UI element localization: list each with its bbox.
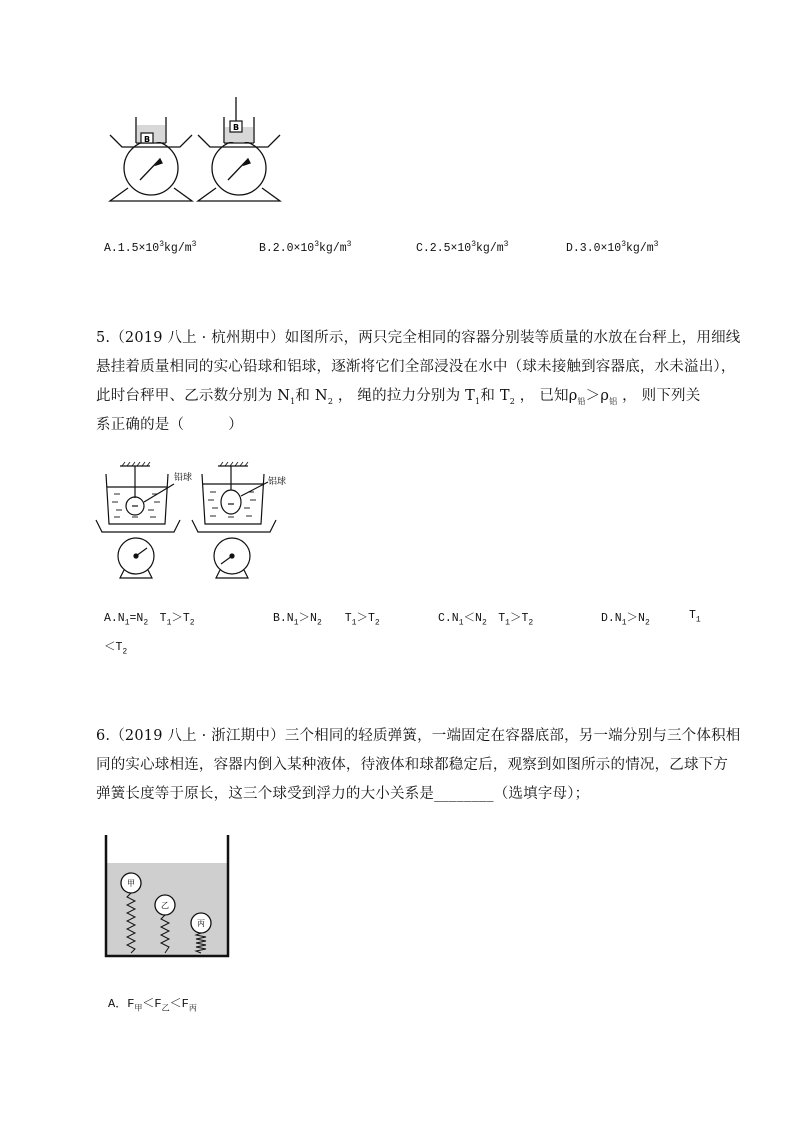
q6-ball-1-label: 甲 [127,879,135,888]
q4-block-label-right: B [232,123,240,132]
q5-option-b: $B.N_1>N_2$ $T_1>T_2$ [273,612,380,628]
q4-scale-right [198,97,280,201]
q5-scale-right [192,462,276,578]
q5-figure [92,460,292,585]
q6-line-3: 弹簧长度等于原长，这三个球受到浮力的大小关系是________（选填字母）； [96,786,590,802]
q6-line-1: 6.（2019 八上 · 浙江期中）三个相同的轻质弹簧，一端固定在容器底部，另一端分别与三个体积相 [96,728,741,744]
q4-option-b: $B.2.0\times 10^3kg/m^3$ [259,240,352,255]
q5-option-d-t1: $T_1$ [689,609,701,625]
q5-line-4: 系正确的是（ ） [96,417,243,433]
q6-ball-2-label: 乙 [161,901,169,910]
q4-option-c: $C.2.5\times 10^3kg/m^3$ [416,240,509,255]
q5-option-d-wrap: $<T_2$ [104,641,128,657]
q5-label-aluminum-ball: 铝球 [268,477,287,487]
q4-option-d: $D.3.0\times 10^3kg/m^3$ [566,240,659,255]
q6-option-a: A．$F_甲<F_乙<F_丙$ [108,997,197,1014]
q5-label-lead-ball: 铅球 [174,473,193,483]
q5-line-3: 此时台秤甲、乙示数分别为 $N_1$和 $N_2$ ， 绳的拉力分别为 $T_1$和 $T_2$ ， 已知$\rho_铅>\rho_铝$ ， 则下列关 [96,388,701,406]
q6-line-2: 同的实心球相连，容器内倒入某种液体，待液体和球都稳定后，观察到如图所示的情况，乙球下方 [96,757,729,773]
q6-figure [104,835,232,959]
q5-option-d: $D.N_1>N_2$ [601,612,650,628]
q5-line-2: 悬挂着质量相同的实心铅球和铝球，逐渐将它们全部浸没在水中（球未接触到容器底，水未溢出）， [96,359,736,375]
q4-figure [100,95,290,205]
q4-block-label-left: B [143,135,151,144]
q4-option-a: $A.1.5\times 10^3kg/m^3$ [104,240,197,255]
q6-ball-3-label: 丙 [197,919,205,928]
q5-option-a: $A.N_1=N_2$ $T_1>T_2$ [104,612,195,628]
q5-option-c: $C.N_1<N_2$ $T_1>T_2$ [438,612,534,628]
q5-line-1: 5.（2019 八上 · 杭州期中）如图所示，两只完全相同的容器分别装等质量的水放在台秤上，用细线 [96,330,741,346]
q5-scale-left [96,462,180,578]
